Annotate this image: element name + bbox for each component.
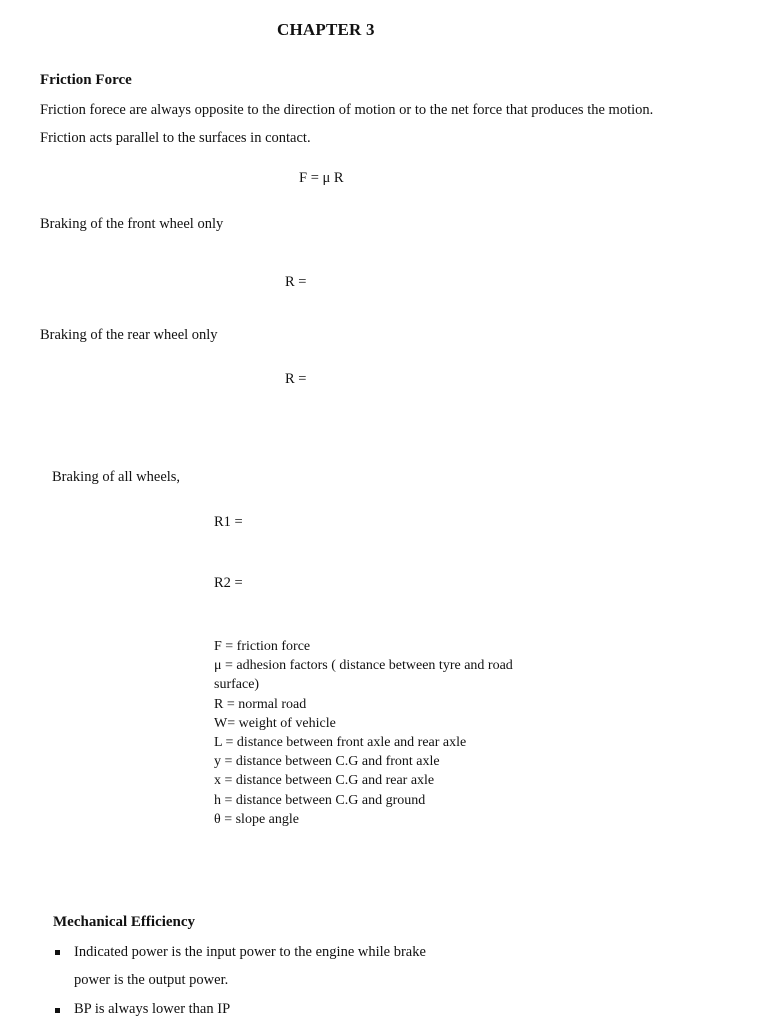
legend-item: F = friction force	[214, 639, 311, 654]
rear-wheel-braking-label: Braking of the rear wheel only	[40, 327, 218, 343]
rear-wheel-formula: R =	[285, 371, 307, 387]
efficiency-bullet-1-line-2: power is the output power.	[74, 972, 229, 988]
friction-formula: F = μ R	[299, 170, 344, 186]
friction-definition-line-2: Friction acts parallel to the surfaces in contact.	[40, 130, 311, 146]
legend-item: surface)	[214, 677, 260, 693]
legend-item: μ = adhesion factors ( distance between tyre and road	[214, 658, 513, 674]
legend-item: y = distance between C.G and front axle	[214, 754, 440, 770]
legend-item: x = distance between C.G and rear axle	[214, 773, 435, 789]
efficiency-bullet-2: BP is always lower than IP	[74, 1001, 231, 1017]
legend-item: R = normal road	[214, 696, 307, 712]
front-wheel-braking-label: Braking of the front wheel only	[40, 216, 224, 232]
efficiency-bullet-1-line-1: Indicated power is the input power to the engine while brake	[74, 944, 426, 960]
chapter-title: CHAPTER 3	[277, 20, 375, 39]
front-wheel-formula: R =	[285, 274, 307, 290]
bullet-icon	[55, 950, 60, 955]
bullet-icon	[55, 1008, 60, 1013]
legend-item: W= weight of vehicle	[214, 715, 336, 731]
mechanical-efficiency-heading: Mechanical Efficiency	[53, 914, 196, 930]
r2-formula: R2 =	[214, 575, 243, 591]
all-wheels-braking-label: Braking of all wheels,	[52, 469, 181, 485]
friction-definition-line-1: Friction forece are always opposite to the direction of motion or to the net force that produces the motion.	[40, 102, 654, 118]
friction-force-heading: Friction Force	[40, 72, 132, 88]
legend-item: θ = slope angle	[214, 811, 299, 827]
r1-formula: R1 =	[214, 514, 243, 530]
legend-item: L = distance between front axle and rear axle	[214, 735, 467, 751]
symbol-legend	[214, 637, 574, 829]
legend-item: h = distance between C.G and ground	[214, 792, 426, 808]
